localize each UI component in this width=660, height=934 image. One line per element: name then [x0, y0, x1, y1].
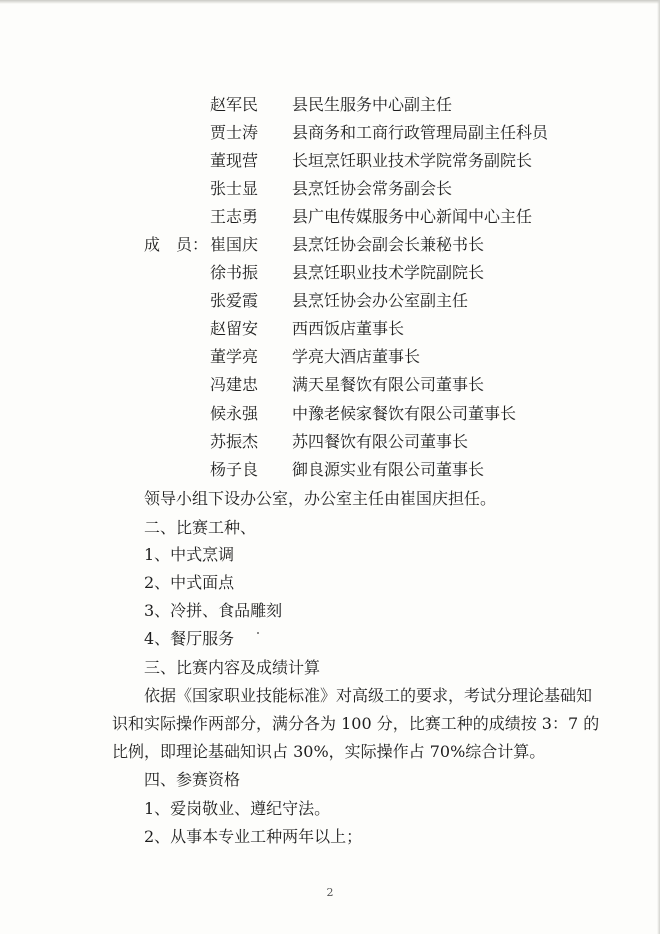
page-number: 2 — [326, 886, 334, 899]
member-name: 苏振杰 — [210, 432, 259, 451]
member-name: 董现营 — [210, 151, 259, 170]
scan-speck — [257, 632, 259, 634]
list-item: 3、冷拼、食品雕刻 — [144, 601, 283, 620]
members-label: 成 员： — [144, 235, 209, 254]
member-name: 徐书振 — [210, 263, 259, 282]
paragraph-line: 依据《国家职业技能标准》对高级工的要求，考试分理论基础知 — [144, 686, 593, 705]
member-title: 县烹饪协会常务副会长 — [292, 179, 453, 198]
member-title: 县烹饪职业技术学院副院长 — [292, 263, 485, 282]
member-name: 赵留安 — [210, 319, 259, 338]
member-name: 王志勇 — [210, 207, 259, 226]
member-title: 西西饭店董事长 — [292, 319, 405, 338]
member-title: 学亮大酒店董事长 — [292, 347, 421, 366]
member-name: 张士显 — [210, 179, 259, 198]
paragraph-line: 比例，即理论基础知识占 30%，实际操作占 70%综合计算。 — [112, 742, 546, 761]
list-item: 4、餐厅服务 — [144, 629, 235, 648]
member-name: 贾士涛 — [210, 123, 259, 142]
list-item: 1、爱岗敬业、遵纪守法。 — [144, 799, 331, 818]
member-title: 县民生服务中心副主任 — [292, 95, 453, 114]
member-title: 县商务和工商行政管理局副主任科员 — [292, 123, 549, 142]
member-title: 长垣烹饪职业技术学院常务副院长 — [292, 151, 533, 170]
member-name: 杨子良 — [210, 460, 259, 479]
list-item: 2、中式面点 — [144, 573, 235, 592]
member-name: 崔国庆 — [210, 235, 259, 254]
list-item: 2、从事本专业工种两年以上； — [144, 827, 363, 846]
member-name: 冯建忠 — [210, 375, 259, 394]
paragraph-line: 识和实际操作两部分，满分各为 100 分，比赛工种的成绩按 3：7 的 — [112, 714, 600, 733]
office-note: 领导小组下设办公室，办公室主任由崔国庆担任。 — [144, 489, 497, 508]
section-heading: 三、比赛内容及成绩计算 — [144, 658, 321, 677]
member-name: 张爱霞 — [210, 291, 259, 310]
member-name: 赵军民 — [210, 95, 259, 114]
member-name: 董学亮 — [210, 347, 259, 366]
scan-edge-top — [0, 0, 660, 4]
section-heading: 二、比赛工种、 — [144, 518, 257, 537]
member-title: 县烹饪协会办公室副主任 — [292, 291, 469, 310]
section-heading: 四、参赛资格 — [144, 770, 241, 789]
member-title: 满天星餐饮有限公司董事长 — [292, 375, 485, 394]
list-item: 1、中式烹调 — [144, 545, 235, 564]
member-title: 御良源实业有限公司董事长 — [292, 460, 485, 479]
member-name: 候永强 — [210, 404, 259, 423]
member-title: 中豫老候家餐饮有限公司董事长 — [292, 404, 517, 423]
member-title: 县烹饪协会副会长兼秘书长 — [292, 235, 485, 254]
member-title: 县广电传媒服务中心新闻中心主任 — [292, 207, 533, 226]
member-title: 苏四餐饮有限公司董事长 — [292, 432, 469, 451]
